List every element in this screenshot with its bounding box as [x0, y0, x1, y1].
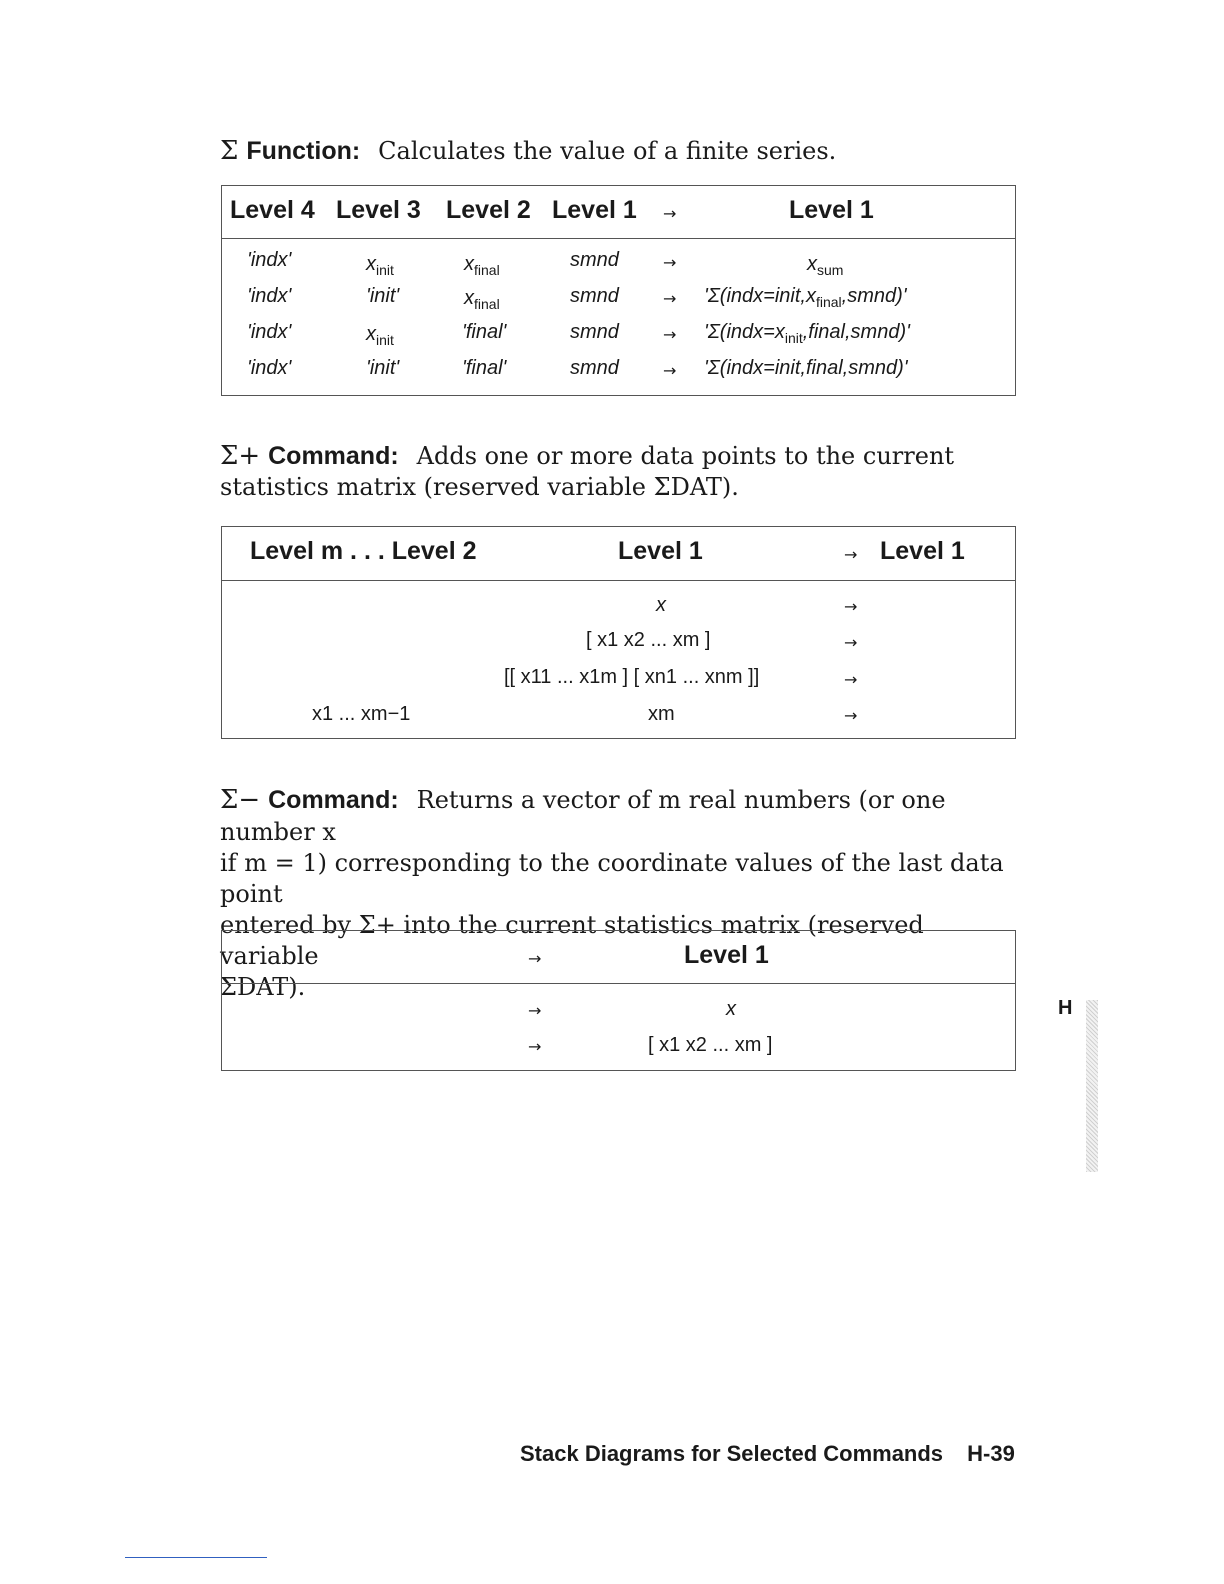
page-number: H-39 [967, 1441, 1015, 1466]
cell-level4: 'indx' [247, 285, 292, 307]
section-tab-letter: H [1058, 997, 1073, 1019]
header-level1: Level 1 [618, 537, 703, 565]
sigma-minus-keyword: Command: [268, 786, 399, 814]
cell-level1: smnd [570, 249, 619, 271]
sigma-function-keyword: Function: [246, 137, 361, 165]
sigma-plus-description-1: Adds one or more data points to the current [416, 442, 955, 470]
section-tab-marker [1086, 1000, 1098, 1172]
sigma-plus-table [221, 526, 1016, 739]
row-arrow: → [844, 706, 858, 725]
cell-result: '$\Sigma(indx=x_{init},final,smnd)$' [704, 321, 910, 346]
cell-level-m-to-2: x1 ... xm−1 [312, 703, 411, 725]
header-result-level1: Level 1 [684, 941, 769, 969]
cell-level1: x [726, 998, 736, 1020]
cell-level1: smnd [570, 285, 619, 307]
header-result-level1: Level 1 [880, 537, 965, 565]
sigma-minus-symbol: Σ− [220, 785, 261, 815]
cell-level1: smnd [570, 357, 619, 379]
header-arrow: → [663, 204, 677, 223]
cell-level4: 'indx' [247, 357, 292, 379]
cell-level1: [[ x11 ... x1m ] [ xn1 ... xnm ]] [504, 666, 760, 688]
cell-level3: 'init' [366, 285, 400, 307]
sigma-minus-description-1: Returns a vector of m real numbers (or one number x [220, 786, 946, 846]
header-level4: Level 4 [230, 196, 315, 224]
cell-level2: 'final' [462, 321, 507, 343]
header-arrow: → [528, 949, 542, 968]
sigma-function-description: Calculates the value of a finite series. [378, 137, 837, 165]
cell-result: 'Σ(indx=init,final,smnd)' [704, 357, 908, 379]
header-result-level1: Level 1 [789, 196, 874, 224]
header-level2: Level 2 [446, 196, 531, 224]
row-arrow: → [663, 289, 677, 308]
row-arrow: → [844, 670, 858, 689]
cell-level4: 'indx' [247, 321, 292, 343]
table-header [222, 186, 1015, 239]
sigma-function-symbol: Σ [220, 136, 239, 166]
header-arrow: → [844, 545, 858, 564]
bottom-rule [125, 1557, 267, 1558]
header-level3: Level 3 [336, 196, 421, 224]
row-arrow: → [528, 1001, 542, 1020]
cell-level1: [ x1 x2 ... xm ] [648, 1034, 773, 1056]
sigma-minus-description-4: ΣDAT). [220, 973, 306, 1001]
sigma-function-heading [220, 135, 1020, 167]
cell-level2: $x_{final}$ [464, 287, 500, 312]
table-header [222, 527, 1015, 581]
cell-level1: x [656, 594, 666, 616]
row-arrow: → [663, 253, 677, 272]
row-arrow: → [663, 361, 677, 380]
table-header [222, 931, 1015, 984]
sigma-minus-table [221, 930, 1016, 1071]
sigma-plus-symbol: Σ+ [220, 441, 261, 471]
header-level1: Level 1 [552, 196, 637, 224]
cell-level3: $x_{init}$ [366, 323, 394, 348]
sigma-minus-description-2: if m = 1) corresponding to the coordinate values of the last data point [220, 849, 1004, 908]
sigma-minus-description-3: entered by Σ+ into the current statistics matrix (reserved variable [220, 911, 924, 970]
cell-level2: 'final' [462, 357, 507, 379]
row-arrow: → [528, 1037, 542, 1056]
cell-result: '$\Sigma(indx=init,x_{final},smnd)$' [704, 285, 907, 310]
cell-level3: $x_{init}$ [366, 253, 394, 278]
cell-result: $x_{sum}$ [807, 253, 844, 278]
page-footer [520, 1441, 1015, 1467]
row-arrow: → [663, 325, 677, 344]
header-level-m-to-2: Level m . . . Level 2 [250, 537, 477, 565]
sigma-function-table [221, 185, 1016, 396]
cell-level1: smnd [570, 321, 619, 343]
cell-level2: $x_{final}$ [464, 253, 500, 278]
sigma-plus-description-2: statistics matrix (reserved variable ΣDAT). [220, 473, 739, 501]
row-arrow: → [844, 633, 858, 652]
footer-title: Stack Diagrams for Selected Commands [520, 1441, 944, 1466]
sigma-plus-keyword: Command: [268, 442, 399, 470]
row-arrow: → [844, 597, 858, 616]
cell-level4: 'indx' [247, 249, 292, 271]
cell-level1: xm [648, 703, 675, 725]
cell-level1: [ x1 x2 ... xm ] [586, 629, 711, 651]
cell-level3: 'init' [366, 357, 400, 379]
sigma-plus-heading [220, 440, 1020, 503]
